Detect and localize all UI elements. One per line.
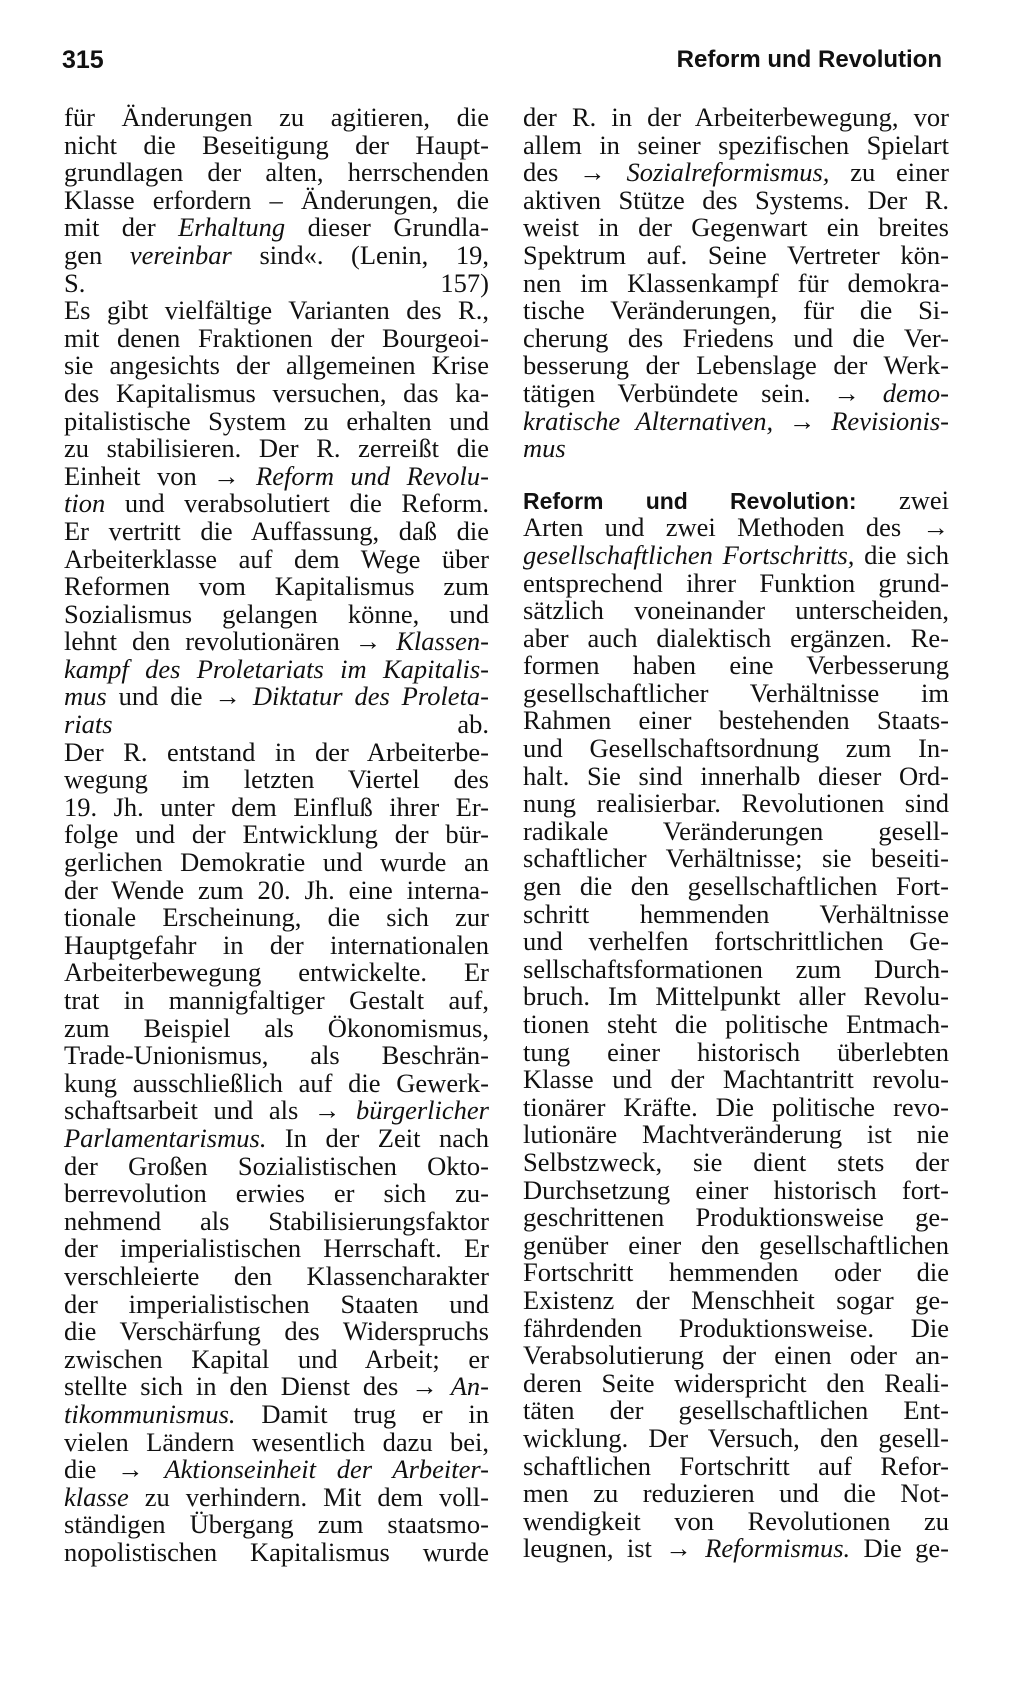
text-run: zu einer — [829, 157, 949, 188]
text-line — [64, 1067, 489, 1098]
text-run: gen die den gesellschaftlichen Fort- — [523, 871, 949, 902]
text-line — [64, 959, 489, 987]
text-run: aktiven Stütze des Systems. Der R. — [523, 184, 949, 215]
text-line — [523, 377, 949, 408]
text-line — [64, 791, 489, 822]
text-line — [64, 1150, 489, 1181]
text-run: verschleierte den Klassencharakter — [64, 1260, 489, 1291]
text-line — [64, 1288, 489, 1319]
text-line — [523, 760, 949, 791]
text-line — [64, 573, 489, 601]
text-line — [64, 515, 489, 546]
text-run: ab. — [112, 709, 489, 740]
text-run: aber auch dialektisch ergänzen. Re- — [523, 622, 949, 653]
text-run: pitalistische System zu erhalten und — [64, 405, 489, 436]
text-line — [64, 405, 489, 436]
italic-term: mus — [64, 681, 107, 712]
text-run: nehmend als Stabilisierungsfaktor — [64, 1205, 489, 1236]
text-line — [523, 1342, 949, 1370]
text-run: tätigen Verbündete sein. → — [523, 377, 883, 408]
text-line — [523, 707, 949, 735]
text-line — [64, 460, 489, 491]
text-run: wegung im letzten Viertel des — [64, 764, 489, 795]
text-line — [64, 1235, 489, 1263]
text-run: und verabsolutiert die Reform. — [105, 488, 489, 519]
text-line — [523, 1036, 949, 1067]
text-line — [523, 539, 949, 570]
text-line — [64, 653, 489, 684]
text-run: genüber einer den gesellschaftlichen — [523, 1229, 949, 1260]
text-run: kung ausschließlich auf die Gewerk- — [64, 1067, 489, 1098]
text-run: besserung der Lebenslage der Werk- — [523, 350, 949, 381]
text-line — [64, 1012, 489, 1043]
text-run: lutionäre Machtveränderung ist nie — [523, 1119, 949, 1150]
italic-term: gesellschaftlichen Fortschritts, — [523, 539, 855, 570]
text-run: nopolistischen Kapitalismus wurde — [64, 1536, 489, 1567]
text-line — [64, 352, 489, 380]
text-line — [64, 987, 489, 1015]
text-run: S. 157) — [64, 267, 489, 298]
text-run: wicklung. Der Versuch, den gesell- — [523, 1422, 949, 1453]
text-line — [64, 1373, 489, 1401]
text-line — [64, 435, 489, 463]
text-run: vielen Ländern wesentlich dazu bei, — [64, 1426, 489, 1457]
text-run: Verabsolutierung der einen oder an- — [523, 1340, 949, 1371]
text-line — [523, 1535, 949, 1563]
text-run: Fortschritt hemmenden oder die — [523, 1257, 949, 1288]
text-run: schaftlichen Fortschritt auf Refor- — [523, 1450, 949, 1481]
text-line — [64, 904, 489, 932]
text-run: berrevolution erwies er sich zu- — [64, 1178, 489, 1209]
text-run: Die ge- — [850, 1533, 949, 1564]
text-run: Klasse und der Machtantritt revolu- — [523, 1064, 949, 1095]
text-run: Durchsetzung einer historisch fort- — [523, 1174, 949, 1205]
italic-term: kampf des Proletariats im Kapitalis- — [64, 653, 489, 684]
text-run: zu stabilisieren. Der R. zerreißt die — [64, 433, 489, 464]
text-run: folge und der Entwicklung der bür- — [64, 819, 489, 850]
text-line — [523, 435, 949, 463]
text-line — [523, 983, 949, 1011]
text-line — [523, 1367, 949, 1398]
text-run: tische Veränderungen, für die Si- — [523, 295, 949, 326]
text-line — [64, 1456, 489, 1484]
text-run: der imperialistischen Herrschaft. Er — [64, 1233, 489, 1264]
text-run: Damit trug er in — [235, 1398, 489, 1429]
text-line — [523, 184, 949, 215]
text-line — [523, 1505, 949, 1536]
text-run: gen — [64, 239, 130, 270]
text-line — [64, 766, 489, 794]
text-run: trat in mannigfaltiger Gestalt auf, — [64, 985, 489, 1015]
text-line — [523, 1480, 949, 1508]
text-run: für Änderungen zu agitieren, die — [64, 102, 489, 132]
text-line — [64, 297, 489, 325]
text-run: 19. Jh. unter dem Einfluß ihrer Er- — [64, 791, 489, 822]
text-run: weist in der Gegenwart ein breites — [523, 212, 949, 243]
text-line — [64, 1398, 489, 1429]
italic-term: Reform und Revolu- — [256, 460, 489, 491]
entry-reform-und-revolution — [523, 484, 949, 1564]
text-run: tionärer Kräfte. Die politische revo- — [523, 1091, 949, 1122]
italic-term: vereinbar — [129, 239, 232, 270]
text-line — [523, 1066, 949, 1094]
text-run: radikale Veränderungen gesell- — [523, 815, 949, 846]
text-line — [64, 683, 489, 711]
text-run: nen im Klassenkampf für demokra- — [523, 267, 949, 298]
italic-term: mus — [523, 433, 566, 464]
text-run: sind«. (Lenin, 19, — [231, 239, 489, 270]
text-line — [523, 1204, 949, 1232]
text-run: Rahmen einer bestehenden Staats- — [523, 705, 949, 736]
text-line — [523, 514, 949, 542]
text-line — [523, 1397, 949, 1425]
text-run: Reformen vom Kapitalismus zum — [64, 571, 489, 602]
text-line — [523, 1121, 949, 1149]
text-run: nicht die Beseitigung der Haupt- — [64, 129, 489, 160]
text-run: grundlagen der alten, herrschenden — [64, 157, 489, 188]
text-line — [523, 297, 949, 325]
text-run: ständigen Übergang zum staatsmo- — [64, 1509, 489, 1540]
text-line — [64, 1205, 489, 1236]
text-line — [523, 652, 949, 680]
text-line — [64, 736, 489, 767]
text-run: geschrittenen Produktionsweise ge- — [523, 1202, 949, 1233]
text-line — [64, 1536, 489, 1567]
text-run: täten der gesellschaftlichen Ent- — [523, 1395, 949, 1426]
text-line — [523, 405, 949, 436]
text-line — [523, 1229, 949, 1260]
text-line — [523, 267, 949, 298]
text-line — [523, 928, 949, 956]
text-run: der R. in der Arbeiterbewegung, vor — [523, 102, 949, 132]
text-run: formen haben eine Verbesserung — [523, 650, 949, 681]
text-run: allem in seiner spezifischen Spielart — [523, 129, 949, 160]
italic-term: demo- — [882, 377, 949, 408]
italic-term: Erhaltung — [178, 212, 286, 243]
text-line — [64, 628, 489, 656]
text-run: entsprechend ihrer Funktion grund- — [523, 567, 949, 598]
text-run: Arbeiterbewegung entwickelte. Er — [64, 957, 489, 988]
text-run: schaftlicher Verhältnisse; sie beseiti- — [523, 843, 949, 874]
text-run: Er vertritt die Auffassung, daß die — [64, 515, 489, 546]
text-line — [523, 845, 949, 873]
text-run: → — [773, 405, 832, 436]
text-line — [64, 711, 489, 739]
text-run: Es gibt vielfältige Varianten des R., — [64, 295, 489, 326]
text-run: gerlichen Demokratie und wurde an — [64, 847, 489, 878]
text-line — [523, 567, 949, 598]
italic-term: Parlamentarismus. — [64, 1122, 267, 1153]
italic-term: Diktatur des Proleta- — [252, 681, 490, 712]
text-line — [523, 129, 949, 160]
text-run: der imperialistischen Staaten und — [64, 1288, 489, 1319]
text-run: Spektrum auf. Seine Vertreter kön- — [523, 239, 949, 270]
text-line — [64, 239, 489, 270]
text-run: und Gesellschaftsordnung zum In- — [523, 733, 949, 764]
text-run: schaftsarbeit und als → — [64, 1095, 357, 1126]
text-run: der Großen Sozialistischen Okto- — [64, 1150, 489, 1181]
right-column — [523, 104, 949, 1563]
text-run: tionale Erscheinung, die sich zur — [64, 902, 489, 933]
text-line — [64, 322, 489, 353]
text-run: tung einer historisch überlebten — [523, 1036, 949, 1067]
entry-headword: Reform und Revolution: — [523, 487, 857, 514]
text-run: lehnt den revolutionären → — [64, 626, 397, 657]
text-line — [523, 1259, 949, 1287]
text-line — [64, 1097, 489, 1125]
text-line — [64, 598, 489, 629]
left-column — [64, 104, 489, 1566]
text-run: sellschaftsformationen zum Durch- — [523, 953, 949, 984]
text-line — [64, 1343, 489, 1374]
text-run: dieser Grundla- — [285, 212, 489, 243]
text-line — [523, 677, 949, 708]
text-line — [64, 184, 489, 215]
text-line — [64, 1042, 489, 1070]
text-run: Einheit von → — [64, 460, 257, 491]
text-line — [523, 159, 949, 187]
italic-term: kratische Alternativen, — [523, 405, 774, 436]
italic-term: tikommunismus. — [64, 1398, 236, 1429]
italic-term: An- — [450, 1371, 489, 1402]
text-run: Der R. entstand in der Arbeiterbe- — [64, 736, 489, 767]
text-line — [523, 735, 949, 763]
text-run: halt. Sie sind innerhalb dieser Ord- — [523, 760, 949, 791]
italic-term: bürgerlicher — [356, 1095, 489, 1126]
text-run: Klasse erfordern – Änderungen, die — [64, 184, 489, 215]
text-line — [64, 490, 489, 518]
text-line — [64, 267, 489, 298]
text-run: In der Zeit nach — [266, 1122, 489, 1153]
text-run: des → — [523, 157, 627, 188]
text-line — [64, 1318, 489, 1346]
text-line — [64, 1481, 489, 1512]
text-line — [523, 1422, 949, 1453]
italic-term: Revisionis- — [831, 405, 949, 436]
text-run: mit der — [64, 212, 179, 243]
text-run: bruch. Im Mittelpunkt aller Revolu- — [523, 981, 949, 1012]
text-line — [523, 873, 949, 901]
text-line — [523, 1284, 949, 1315]
text-run: der Wende zum 20. Jh. eine interna- — [64, 874, 489, 905]
text-run: Selbstzweck, sie dient stets der — [523, 1146, 949, 1177]
italic-term: riats — [64, 709, 113, 740]
text-run: stellte sich in den Dienst des → — [64, 1371, 451, 1402]
text-run: schritt hemmenden Verhältnisse — [523, 898, 949, 929]
text-run: und die → — [106, 681, 253, 712]
text-line — [64, 1426, 489, 1457]
text-run: sie angesichts der allgemeinen Krise — [64, 350, 489, 381]
text-run: und verhelfen fortschrittlichen Ge- — [523, 926, 949, 957]
text-run: wendigkeit von Revolutionen zu — [523, 1505, 949, 1536]
italic-term: klasse — [64, 1481, 129, 1512]
text-run: die sich — [854, 539, 949, 570]
text-line — [64, 1511, 489, 1539]
text-line — [64, 377, 489, 408]
text-run: deren Seite widerspricht den Reali- — [523, 1367, 949, 1398]
text-line — [64, 929, 489, 960]
italic-term: tion — [64, 488, 106, 519]
text-run: Hauptgefahr in der internationalen — [64, 929, 489, 960]
running-title: Reform und Revolution — [676, 46, 942, 73]
text-line — [523, 1312, 949, 1343]
text-run: fährdenden Produktionsweise. Die — [523, 1312, 949, 1343]
text-line — [64, 1260, 489, 1291]
text-line — [523, 352, 949, 380]
italic-term: Sozialreformismus, — [626, 157, 830, 188]
text-run: des Kapitalismus versuchen, das ka- — [64, 377, 489, 408]
text-line — [523, 597, 949, 625]
italic-term: Reformismus. — [705, 1533, 851, 1564]
text-run: Arbeiterklasse auf dem Wege über — [64, 543, 489, 574]
italic-term: Klassen- — [396, 626, 489, 657]
text-line — [523, 790, 949, 818]
text-run: Arten und zwei Methoden des → — [523, 512, 949, 543]
text-line — [523, 1450, 949, 1481]
text-run: Trade-Unionismus, als Beschrän- — [64, 1040, 489, 1071]
text-line — [523, 1011, 949, 1039]
entry-gap — [523, 463, 949, 487]
text-run: zum Beispiel als Ökonomismus, — [64, 1012, 489, 1043]
text-line — [64, 821, 489, 849]
text-line — [523, 239, 949, 270]
text-line — [523, 214, 949, 242]
text-line — [523, 1174, 949, 1205]
text-run: Sozialismus gelangen könne, und — [64, 598, 489, 629]
text-line — [64, 129, 489, 160]
text-run: sätzlich voneinander unterscheiden, — [523, 595, 949, 626]
text-run: zwei — [856, 484, 949, 515]
text-run: men zu reduzieren und die Not- — [523, 1478, 949, 1509]
text-run: tionen steht die politische Entmach- — [523, 1009, 949, 1039]
text-line — [523, 622, 949, 653]
text-line — [523, 104, 949, 132]
text-run: die → — [64, 1454, 165, 1485]
text-run: die Verschärfung des Widerspruchs — [64, 1316, 489, 1347]
page-number: 315 — [62, 46, 104, 74]
text-line — [64, 1180, 489, 1208]
text-line — [64, 1122, 489, 1153]
text-line — [523, 1091, 949, 1122]
text-line — [523, 484, 949, 515]
text-line — [64, 159, 489, 187]
text-run: zwischen Kapital und Arbeit; er — [64, 1343, 489, 1374]
page-header — [62, 46, 942, 86]
text-line — [523, 898, 949, 929]
text-run: leugnen, ist → — [523, 1533, 706, 1564]
text-line — [523, 1146, 949, 1177]
text-line — [64, 543, 489, 574]
text-run: mit denen Fraktionen der Bourgeoi- — [64, 322, 489, 353]
text-line — [523, 322, 949, 353]
text-line — [523, 953, 949, 984]
text-line — [64, 214, 489, 242]
text-run: zu verhindern. Mit dem voll- — [128, 1481, 489, 1512]
text-line — [523, 815, 949, 846]
text-run: Existenz der Menschheit sogar ge- — [523, 1284, 949, 1315]
text-run: nung realisierbar. Revolutionen sind — [523, 788, 949, 819]
text-run: gesellschaftlicher Verhältnisse im — [523, 677, 949, 708]
text-run: cherung des Friedens und die Ver- — [523, 322, 949, 353]
italic-term: Aktionseinheit der Arbeiter- — [164, 1454, 489, 1485]
text-line — [64, 849, 489, 877]
text-line — [64, 104, 489, 132]
entry-continuation — [523, 104, 949, 463]
text-line — [64, 874, 489, 905]
